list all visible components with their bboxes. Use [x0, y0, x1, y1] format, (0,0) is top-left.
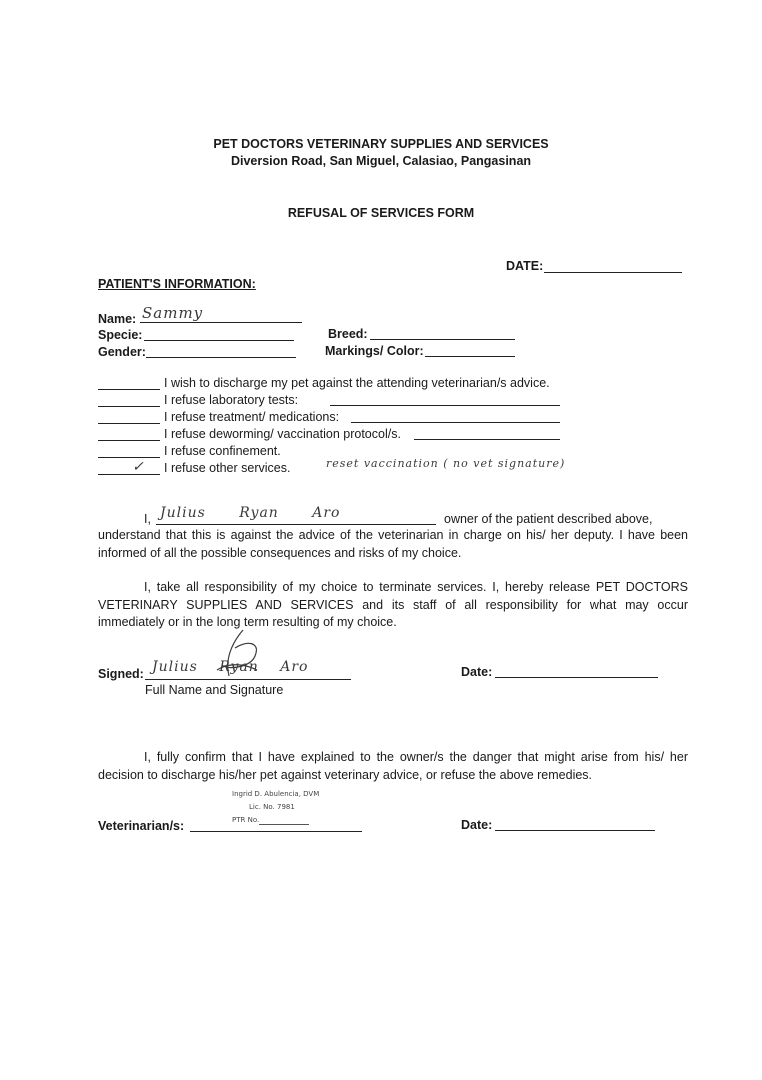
markings-field[interactable]	[425, 356, 515, 357]
option-6-checkline[interactable]	[98, 474, 160, 475]
option-1-checkline[interactable]	[98, 389, 160, 390]
signature-caption: Full Name and Signature	[145, 683, 284, 697]
gender-label: Gender:	[98, 345, 146, 359]
patient-section-title: PATIENT'S INFORMATION:	[98, 277, 256, 291]
markings-label: Markings/ Color:	[325, 344, 424, 358]
vet-date-field[interactable]	[495, 830, 655, 831]
option-2-detail-field[interactable]	[330, 405, 560, 406]
company-address: Diversion Road, San Miguel, Calasiao, Pangasinan	[230, 154, 532, 168]
option-5-checkline[interactable]	[98, 457, 160, 458]
form-title: REFUSAL OF SERVICES FORM	[287, 206, 475, 220]
veterinarian-field[interactable]	[190, 831, 362, 832]
statement1-body: understand that this is against the advice of the veterinarian in charge on his/ her deputy. I have been informed of all the possible consequences and risks of my choice.	[98, 528, 688, 560]
owner-name-field[interactable]	[156, 524, 436, 525]
vet-stamp-license: Lic. No. 7981	[249, 803, 295, 811]
date-field[interactable]	[544, 272, 682, 273]
vet-stamp-name: Ingrid D. Abulencia, DVM	[232, 790, 320, 798]
option-6-text: I refuse other services.	[164, 461, 291, 475]
owner-name-handwritten: Julius Ryan Aro	[160, 505, 341, 521]
name-label: Name:	[98, 312, 137, 326]
name-field[interactable]	[140, 322, 302, 323]
option-1-text: I wish to discharge my pet against the attending veterinarian/s advice.	[164, 376, 550, 390]
option-3-checkline[interactable]	[98, 423, 160, 424]
signature-handwritten: Julius Ryan Aro	[152, 659, 309, 675]
veterinarian-label: Veterinarian/s:	[98, 819, 185, 833]
gender-field[interactable]	[146, 357, 296, 358]
option-2-checkline[interactable]	[98, 406, 160, 407]
name-handwritten: Sammy	[142, 304, 204, 322]
option-4-checkline[interactable]	[98, 440, 160, 441]
statement2: I, take all responsibility of my choice to terminate services. I, hereby release PET DOCTORS VETERINARY SUPPLIES AND SERVICES and its staff of all responsibility for what may occur immediately or in the long term resulting of my choice.	[98, 580, 688, 629]
checkmark-icon: ✓	[132, 459, 145, 475]
other-services-note: reset vaccination ( no vet signature)	[326, 457, 566, 470]
option-3-text: I refuse treatment/ medications:	[164, 410, 340, 424]
specie-label: Specie:	[98, 328, 143, 342]
breed-field[interactable]	[370, 339, 515, 340]
vet-stamp-ptr-line	[259, 824, 309, 825]
option-4-detail-field[interactable]	[414, 439, 560, 440]
date-label: DATE:	[506, 259, 544, 273]
option-4-text: I refuse deworming/ vaccination protocol/s.	[164, 427, 401, 441]
option-2-text: I refuse laboratory tests:	[164, 393, 299, 407]
signed-label: Signed:	[98, 667, 144, 681]
signature-scribble-icon	[195, 626, 285, 686]
option-3-detail-field[interactable]	[351, 422, 560, 423]
vet-date-label: Date:	[461, 818, 493, 832]
signed-date-label: Date:	[461, 665, 493, 679]
specie-field[interactable]	[144, 340, 294, 341]
statement1-prefix: I,	[144, 512, 151, 526]
breed-label: Breed:	[328, 327, 368, 341]
vet-stamp-ptr: PTR No.	[232, 816, 260, 824]
option-5-text: I refuse confinement.	[164, 444, 281, 458]
company-name: PET DOCTORS VETERINARY SUPPLIES AND SERVICES	[213, 137, 549, 151]
statement3: I, fully confirm that I have explained to the owner/s the danger that might arise from his/ her decision to discharge his/her pet against veterinary advice, or refuse the above remedies.	[98, 750, 688, 782]
statement1-line1-suffix: owner of the patient described above,	[444, 512, 653, 526]
signed-date-field[interactable]	[495, 677, 658, 678]
